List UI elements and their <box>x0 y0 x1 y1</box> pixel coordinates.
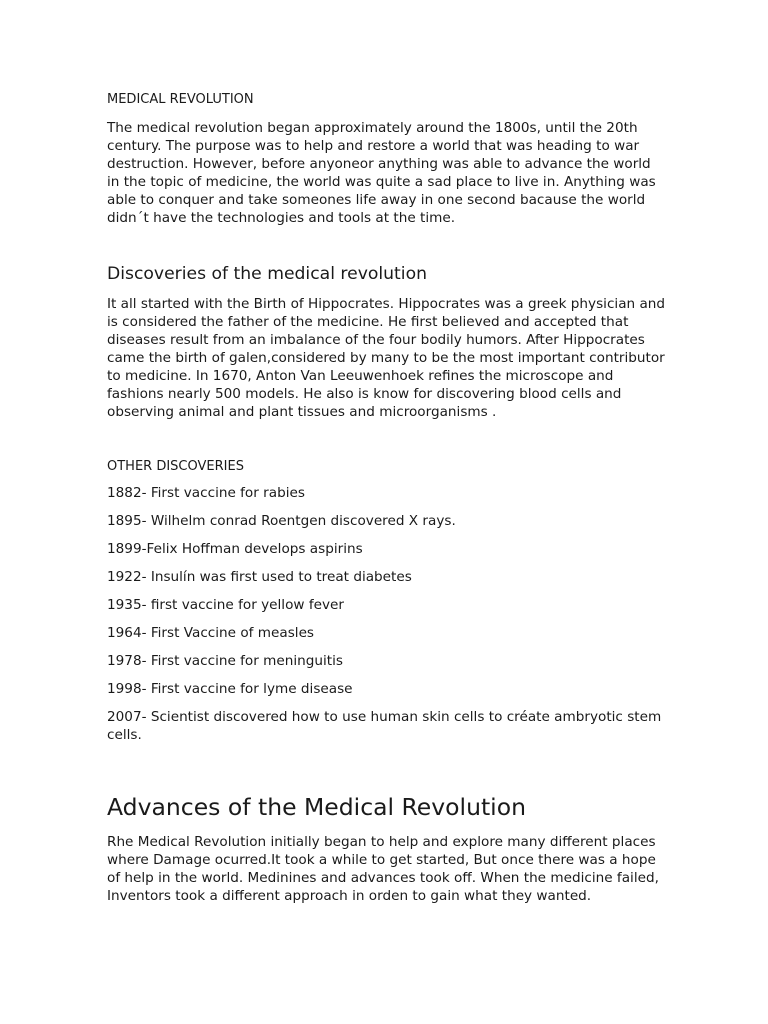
list-item: 1998- First vaccine for lyme disease <box>107 681 353 697</box>
intro-paragraph: The medical revolution began approximately around the 1800s, until the 20th century. The purpose was to help and restore a world that was heading to war destruction. However, before anyoneor anything was able to advance the world in the topic of medicine, the world was quite a sad place to live in. Anything was able to conquer and take someones life away in one second bacause the world didn´t have the technologies and tools at the time. <box>107 120 656 226</box>
advances-heading: Advances of the Medical Revolution <box>107 793 526 821</box>
list-item: 1895- Wilhelm conrad Roentgen discovered X rays. <box>107 513 456 529</box>
advances-paragraph: Rhe Medical Revolution initially began to help and explore many different places where Damage ocurred.It took a while to get started, But once there was a hope of help in the world. Medinines and advances took off. When the medicine failed, Inventors took a different approach in orden to gain what they wanted. <box>107 834 659 904</box>
list-item: 1922- Insulín was first used to treat diabetes <box>107 569 412 585</box>
list-item: 1935- first vaccine for yellow fever <box>107 597 344 613</box>
list-item: 2007- Scientist discovered how to use human skin cells to créate ambryotic stem cells. <box>107 709 662 743</box>
list-item: 1978- First vaccine for meninguitis <box>107 653 343 669</box>
discoveries-paragraph: It all started with the Birth of Hippocrates. Hippocrates was a greek physician and is considered the father of the medicine. He first believed and accepted that diseases result from an imbalance of the four bodily humors. After Hippocrates came the birth of galen,considered by many to be the most important contributor to medicine. In 1670, Anton Van Leeuwenhoek refines the microscope and fashions nearly 500 models. He also is know for discovering blood cells and observing animal and plant tissues and microorganisms . <box>107 296 666 420</box>
list-item: 1882- First vaccine for rabies <box>107 485 305 501</box>
discoveries-heading: Discoveries of the medical revolution <box>107 264 427 284</box>
document-title: MEDICAL REVOLUTION <box>107 92 254 107</box>
discoveries-list <box>107 484 667 754</box>
list-item: 1964- First Vaccine of measles <box>107 625 315 641</box>
list-item: 1899-Felix Hoffman develops aspirins <box>107 541 363 557</box>
other-discoveries-heading: OTHER DISCOVERIES <box>107 459 244 474</box>
